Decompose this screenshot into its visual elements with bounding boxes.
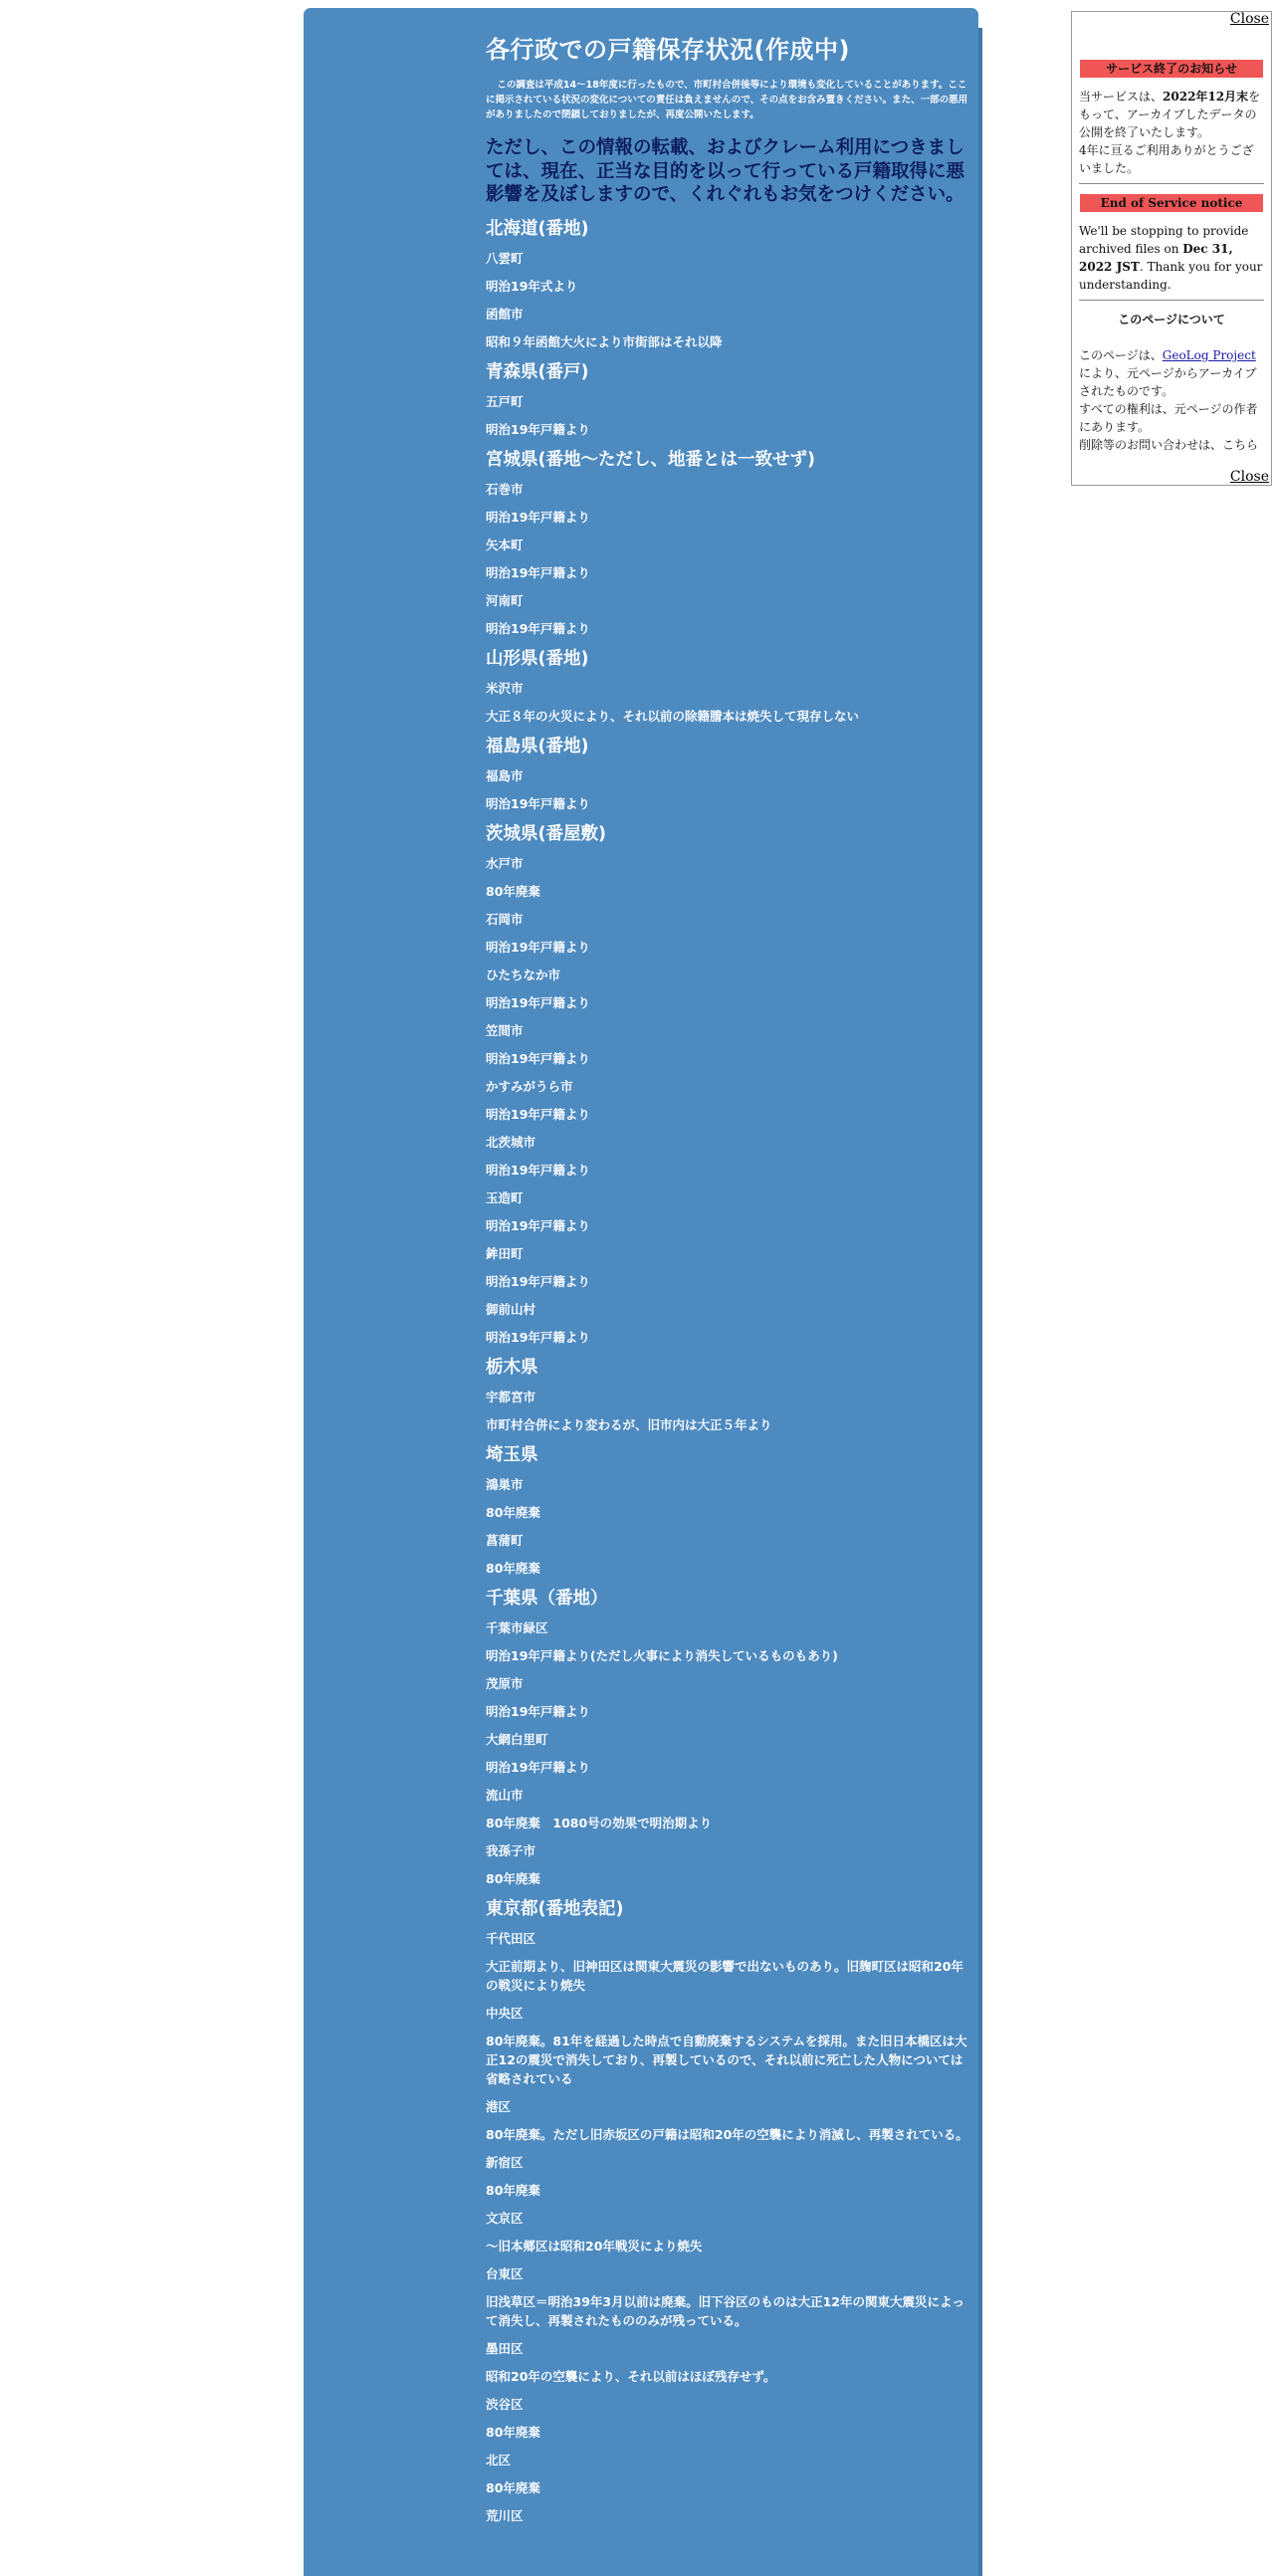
usage-warning: ただし、この情報の転載、およびクレーム利用につきましては、現在、正当な目的を以って行っている戸籍取得に悪影響を及ぼしますので、くれぐれもお気をつけください。 [486,137,965,205]
municipality-name: ひたちなか市 [486,966,561,982]
record-status: ～旧本郷区は昭和20年戦災により焼失 [486,2238,703,2254]
municipality-name: 八雲町 [486,250,524,266]
municipality-name: 石岡市 [486,911,524,927]
municipality-name: 荒川区 [486,2507,524,2523]
record-status: 明治19年戸籍より [486,509,590,525]
page-title: 各行政での戸籍保存状況(作成中) [486,36,850,64]
record-status: 旧浅草区＝明治39年3月以前は廃棄。旧下谷区のものは大正12年の関東大震災によって消失し、再製されたもののみが残っている。 [486,2293,964,2328]
record-status: 80年廃棄 [486,1560,540,1576]
municipality-name: 河南町 [486,592,524,608]
municipality-name: 玉造町 [486,1189,524,1205]
record-status: 明治19年戸籍より [486,939,590,955]
municipality-name: 宇都宮市 [486,1389,536,1404]
municipality-name: 我孫子市 [486,1842,536,1858]
record-status: 80年廃棄 [486,1870,540,1886]
record-status: 明治19年戸籍より [486,1050,590,1066]
municipality-name: 大網白里町 [486,1731,548,1747]
municipality-name: 北区 [486,2452,512,2468]
record-status: 明治19年戸籍より [486,795,590,811]
content-panel [304,8,978,2576]
municipality-name: 港区 [486,2098,512,2114]
record-status: 80年廃棄 [486,883,540,899]
prefecture-heading: 埼玉県 [486,1444,538,1465]
about-text: このページは、GeoLog Projectにより、元ページからアーカイブされたものです。 すべての権利は、元ページの作者にあります。 削除等のお問い合わせは、こちら [1079,348,1259,452]
record-status: 市町村合併により変わるが、旧市内は大正５年より [486,1416,772,1432]
municipality-name: 茂原市 [486,1675,524,1691]
en-notice-title: End of Service notice [1080,194,1263,212]
prefecture-heading: 茨城県(番屋敷) [486,823,606,844]
municipality-name: 北茨城市 [486,1134,536,1150]
prefecture-heading: 山形県(番地) [486,648,589,669]
jp-notice-text: 当サービスは、2022年12月末をもって、アーカイブしたデータの公開を終了いたします。 4年に亘るご利用ありがとうございました。 [1079,90,1261,175]
panel-edge [978,28,982,2576]
prefecture-heading: 福島県(番地) [486,736,589,756]
municipality-name: 石巻市 [486,481,524,497]
record-status: 明治19年戸籍より [486,564,590,580]
municipality-name: 千葉市緑区 [486,1619,548,1635]
record-status: 明治19年戸籍より [486,1759,590,1775]
municipality-name: 笠間市 [486,1022,524,1038]
municipality-name: 墨田区 [486,2340,524,2356]
record-status: 明治19年戸籍より [486,1703,590,1719]
divider [1079,183,1264,184]
prefecture-heading: 栃木県 [486,1357,538,1378]
service-notice-popup [1071,11,1272,486]
geolog-project-link[interactable]: GeoLog Project [1162,348,1256,362]
municipality-name: 福島市 [486,767,524,783]
municipality-name: かすみがうら市 [486,1078,573,1094]
record-status: 80年廃棄。81年を経過した時点で自動廃棄するシステムを採用。また旧日本橋区は大正12の震災で消失しており、再製しているので、それ以前に死亡した人物については省略されている [486,2033,967,2086]
prefecture-list [486,217,973,2525]
municipality-name: 矢本町 [486,537,524,552]
record-status: 明治19年戸籍より [486,1106,590,1122]
municipality-name: 御前山村 [486,1301,536,1317]
municipality-name: 函館市 [486,306,524,322]
record-status: 80年廃棄 [486,1504,540,1520]
prefecture-heading: 千葉県（番地） [486,1588,608,1609]
municipality-name: 水戸市 [486,855,524,871]
record-status: 80年廃棄 [486,2182,540,2198]
record-status: 明治19年戸籍より(ただし火事により消失しているものもあり) [486,1647,838,1663]
municipality-name: 台東区 [486,2265,524,2281]
jp-notice-title: サービス終了のお知らせ [1080,60,1263,78]
municipality-name: 文京区 [486,2210,524,2226]
record-status: 80年廃棄 [486,2424,540,2440]
municipality-name: 千代田区 [486,1930,536,1946]
prefecture-heading: 宮城県(番地～ただし、地番とは一致せず) [486,449,815,470]
municipality-name: 五戸町 [486,393,524,409]
municipality-name: 中央区 [486,2005,524,2021]
main-content [486,34,973,2534]
prefecture-heading: 青森県(番戸) [486,361,589,382]
record-status: 80年廃棄 [486,2479,540,2495]
record-status: 大正前期より、旧神田区は関東大震災の影響で出ないものあり。旧麹町区は昭和20年の戦災により焼失 [486,1958,963,1993]
record-status: 昭和９年函館大火により市街部はそれ以降 [486,333,723,349]
municipality-name: 流山市 [486,1787,524,1803]
about-title: このページについて [1118,313,1225,326]
record-status: 大正８年の火災により、それ以前の除籍謄本は焼失して現存しない [486,708,860,724]
record-status: 昭和20年の空襲により、それ以前はほぼ残存せず。 [486,2368,776,2384]
municipality-name: 鴻巣市 [486,1476,524,1492]
record-status: 明治19年戸籍より [486,994,590,1010]
en-notice-text: We'll be stopping to provide archived files on Dec 31, 2022 JST. Thank you for your understanding. [1079,224,1263,292]
popup-body[interactable] [1079,58,1264,474]
municipality-name: 新宿区 [486,2154,524,2170]
prefecture-heading: 北海道(番地) [486,218,589,239]
record-status: 明治19年戸籍より [486,1162,590,1178]
record-status: 明治19年戸籍より [486,1273,590,1289]
record-status: 明治19年戸籍より [486,1217,590,1233]
record-status: 明治19年式より [486,278,578,294]
prefecture-heading: 東京都(番地表記) [486,1898,624,1919]
divider [1079,300,1264,301]
close-link-bottom[interactable]: Close [1229,469,1269,485]
record-status: 80年廃棄。ただし旧赤坂区の戸籍は昭和20年の空襲により消滅し、再製されている。 [486,2126,968,2142]
municipality-name: 菖蒲町 [486,1532,524,1548]
record-status: 明治19年戸籍より [486,1329,590,1345]
intro-note: この調査は平成14～18年度に行ったもので、市町村合併後等により環境も変化していることがあります。ここに掲示されている状況の変化についての責任は負えませんので、その点をお含み置きください。また、一部の悪用がありましたので閉鎖しておりましたが、再度公開いたします。 [486,80,968,120]
record-status: 80年廃棄 1080号の効果で明治期より [486,1815,713,1830]
municipality-name: 渋谷区 [486,2396,524,2412]
close-link-top[interactable]: Close [1229,11,1269,27]
municipality-name: 米沢市 [486,680,524,696]
record-status: 明治19年戸籍より [486,421,590,437]
record-status: 明治19年戸籍より [486,620,590,636]
municipality-name: 鉾田町 [486,1245,524,1261]
